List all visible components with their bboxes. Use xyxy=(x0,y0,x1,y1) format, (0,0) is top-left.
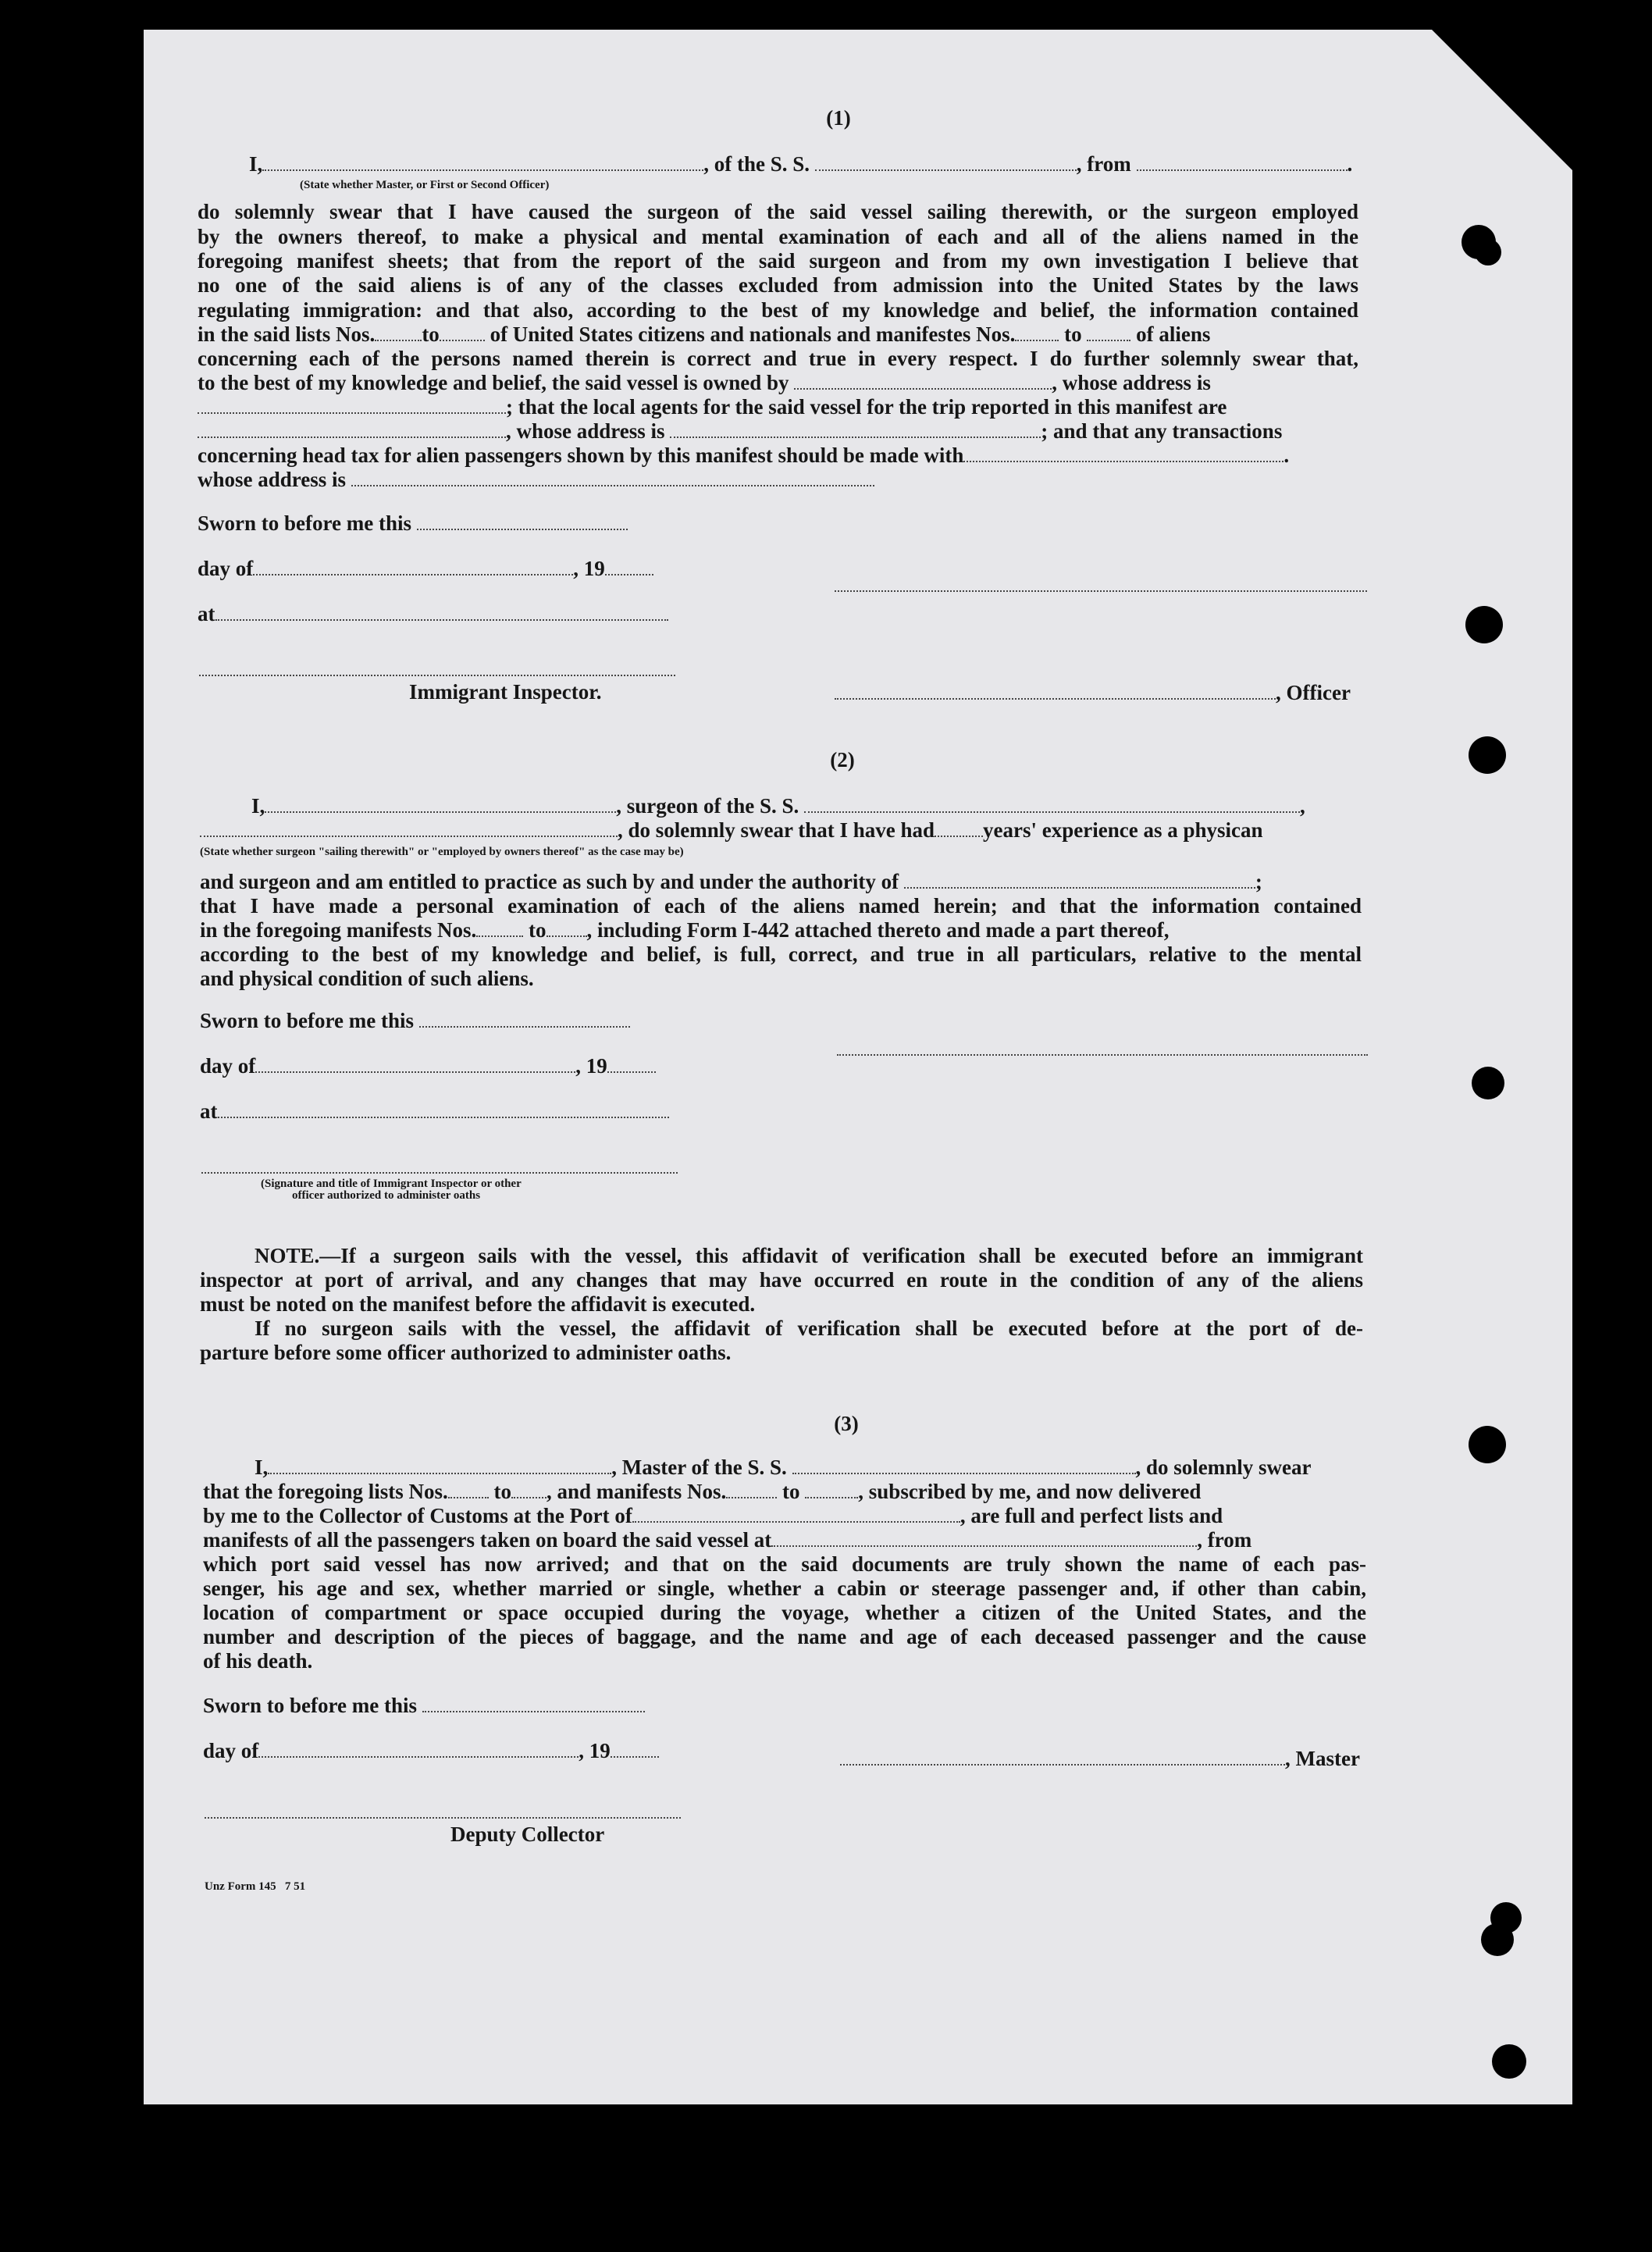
oath-line: , do solemnly swear that I have had years' experience as a physican xyxy=(200,818,1263,843)
date-line: day of , 19 xyxy=(203,1739,659,1763)
form-id: Unz Form 145 7 51 xyxy=(205,1880,306,1893)
place-line: at xyxy=(198,602,668,626)
date-line: day of , 19 xyxy=(198,557,653,581)
list-no-to-field[interactable] xyxy=(440,324,485,341)
punch-hole xyxy=(1472,1067,1504,1099)
signature-caption: (Signature and title of Immigrant Inspector or other xyxy=(261,1178,522,1190)
body-line: whose address is xyxy=(198,468,874,492)
officer-signature-line-2[interactable] xyxy=(835,682,1276,700)
body-line: in the foregoing manifests Nos. to , including Form I-442 attached thereto and made a part thereof, xyxy=(200,918,1170,942)
sworn-line: Sworn to before me this xyxy=(203,1694,645,1718)
section-number: (1) xyxy=(826,106,851,130)
body-line: and physical condition of such aliens. xyxy=(200,967,534,990)
body-line: , whose address is ; and that any transactions xyxy=(198,419,1282,444)
master-name-field[interactable] xyxy=(268,1457,611,1474)
oath-line: I, , of the S. S. , from . xyxy=(249,152,1353,176)
body-line: no one of the said aliens is of any of the classes excluded from admission into the United States by the laws xyxy=(198,273,1358,297)
sworn-day-field[interactable] xyxy=(417,513,628,530)
master-line: , Master xyxy=(840,1747,1360,1771)
punch-hole xyxy=(1492,2044,1526,2079)
month-field[interactable] xyxy=(255,1056,575,1073)
note-line: must be noted on the manifest before the affidavit is executed. xyxy=(200,1292,756,1316)
body-line: by the owners thereof, to make a physical and mental examination of each and all of the aliens named in the xyxy=(198,225,1358,248)
body-line: concerning each of the persons named therein is correct and true in every respect. I do further solemnly swear that, xyxy=(198,347,1358,370)
body-line: of his death. xyxy=(203,1649,313,1673)
note-line: If no surgeon sails with the vessel, the affidavit of verification shall be executed before at the port of de- xyxy=(255,1317,1363,1340)
body-line: foregoing manifest sheets; that from the report of the said surgeon and from my own investigation I believe that xyxy=(198,249,1358,273)
local-agents-field[interactable] xyxy=(198,421,506,438)
master-signature-line[interactable] xyxy=(840,1748,1285,1766)
signer-title: Deputy Collector xyxy=(450,1823,605,1846)
body-line: by me to the Collector of Customs at the Port of , are full and perfect lists and xyxy=(203,1504,1223,1527)
punch-hole xyxy=(1475,239,1501,265)
ship-name-field[interactable] xyxy=(815,154,1077,171)
field-caption: (State whether Master, or First or Second Officer) xyxy=(300,179,550,191)
body-line: to the best of my knowledge and belief, the said vessel is owned by , whose address is xyxy=(198,371,1211,394)
manifest-to-field[interactable] xyxy=(805,1481,858,1498)
deputy-signature-line[interactable] xyxy=(205,1817,681,1819)
sworn-day-field[interactable] xyxy=(419,1010,630,1028)
date-line: day of , 19 xyxy=(200,1054,656,1078)
body-line: ; that the local agents for the said vessel for the trip reported in this manifest are xyxy=(198,395,1227,419)
year-field[interactable] xyxy=(611,1741,659,1758)
sworn-day-field[interactable] xyxy=(422,1695,645,1712)
note-line: NOTE.—If a surgeon sails with the vessel, this affidavit of verification shall be executed before an immigrant xyxy=(255,1244,1363,1267)
punch-hole xyxy=(1469,1426,1506,1463)
section-number: (3) xyxy=(834,1412,859,1435)
sworn-line: Sworn to before me this xyxy=(200,1009,630,1033)
body-line: do solemnly swear that I have caused the surgeon of the said vessel sailing therewith, or the surgeon employed xyxy=(198,200,1358,223)
authority-field[interactable] xyxy=(904,871,1255,889)
note-line: inspector at port of arrival, and any changes that may have occurred en route in the condition of any of the aliens xyxy=(200,1268,1363,1292)
body-line: regulating immigration: and that also, according to the best of my knowledge and belief, the information contained xyxy=(198,298,1358,322)
body-line: according to the best of my knowledge and belief, is full, correct, and true in all particulars, relative to the mental xyxy=(200,942,1362,966)
note-line: parture before some officer authorized to administer oaths. xyxy=(200,1341,732,1364)
place-line: at xyxy=(200,1099,669,1124)
signer-title: Immigrant Inspector. xyxy=(409,680,602,704)
year-field[interactable] xyxy=(605,558,653,575)
punch-hole xyxy=(1465,606,1503,643)
body-line: that I have made a personal examination of each of the aliens named herein; and that the information contained xyxy=(200,894,1362,918)
agents-address-field[interactable] xyxy=(670,421,1041,438)
from-port-field[interactable] xyxy=(1137,154,1348,171)
body-line: manifests of all the passengers taken on board the said vessel at , from xyxy=(203,1528,1252,1552)
owner-field[interactable] xyxy=(794,372,1052,390)
sworn-line: Sworn to before me this xyxy=(198,511,628,536)
officer-line: , Officer xyxy=(835,681,1351,705)
surgeon-status-field[interactable] xyxy=(200,820,618,837)
manifest-from-field[interactable] xyxy=(476,920,523,937)
body-line: number and description of the pieces of baggage, and the name and age of each deceased passenger and the cause xyxy=(203,1625,1366,1648)
body-line: location of compartment or space occupied during the voyage, whether a citizen of the United States, and the xyxy=(203,1601,1366,1624)
year-field[interactable] xyxy=(607,1056,656,1073)
officer-name-field[interactable] xyxy=(262,154,703,171)
manifest-from-field[interactable] xyxy=(726,1481,777,1498)
place-field[interactable] xyxy=(218,1101,669,1118)
punch-hole xyxy=(1481,1923,1514,1956)
field-caption: (State whether surgeon "sailing therewith" or "employed by owners thereof" as the case may be) xyxy=(200,846,684,858)
years-field[interactable] xyxy=(935,820,983,837)
body-line: and surgeon and am entitled to practice as such by and under the authority of ; xyxy=(200,870,1262,893)
oath-line: I, , Master of the S. S. , do solemnly swear xyxy=(255,1456,1312,1479)
head-tax-address-field[interactable] xyxy=(351,469,874,486)
list-from-field[interactable] xyxy=(448,1481,489,1498)
punch-hole xyxy=(1469,736,1506,774)
body-line: senger, his age and sex, whether married or single, whether a cabin or steerage passenger and, if other than cabin, xyxy=(203,1577,1366,1600)
document-page xyxy=(144,30,1572,2104)
officer-signature-line-1[interactable] xyxy=(835,590,1367,592)
place-field[interactable] xyxy=(215,604,668,621)
body-line: that the foregoing lists Nos. to , and manifests Nos. to , subscribed by me, and now delivered xyxy=(203,1480,1202,1503)
port-field[interactable] xyxy=(632,1505,960,1523)
section-number: (2) xyxy=(830,748,855,771)
inspector-signature-line[interactable] xyxy=(199,675,675,676)
ship-name-field[interactable] xyxy=(792,1457,1136,1474)
list-to-field[interactable] xyxy=(511,1481,547,1498)
list-no-from-field[interactable] xyxy=(375,324,422,341)
body-line: in the said lists Nos. to of United States citizens and nationals and manifestes Nos. to of aliens xyxy=(198,322,1211,346)
boarding-port-field[interactable] xyxy=(771,1530,1197,1547)
surgeon-signature-line[interactable] xyxy=(837,1054,1368,1056)
head-tax-field[interactable] xyxy=(963,445,1284,462)
body-line: which port said vessel has now arrived; and that on the said documents are truly shown the name of each pas- xyxy=(203,1552,1366,1576)
oath-line: I, , surgeon of the S. S. , xyxy=(251,794,1305,818)
signature-caption: officer authorized to administer oaths xyxy=(292,1189,481,1202)
body-line: concerning head tax for alien passengers shown by this manifest should be made with . xyxy=(198,444,1290,467)
manifest-no-to-field[interactable] xyxy=(1087,324,1130,341)
surgeon-name-field[interactable] xyxy=(265,796,616,813)
manifest-to-field[interactable] xyxy=(547,920,587,937)
month-field[interactable] xyxy=(253,558,573,575)
ship-name-field[interactable] xyxy=(804,796,1300,813)
owner-address-field[interactable] xyxy=(198,397,506,414)
month-field[interactable] xyxy=(258,1741,579,1758)
manifest-no-from-field[interactable] xyxy=(1015,324,1059,341)
inspector-signature-line[interactable] xyxy=(201,1172,678,1174)
